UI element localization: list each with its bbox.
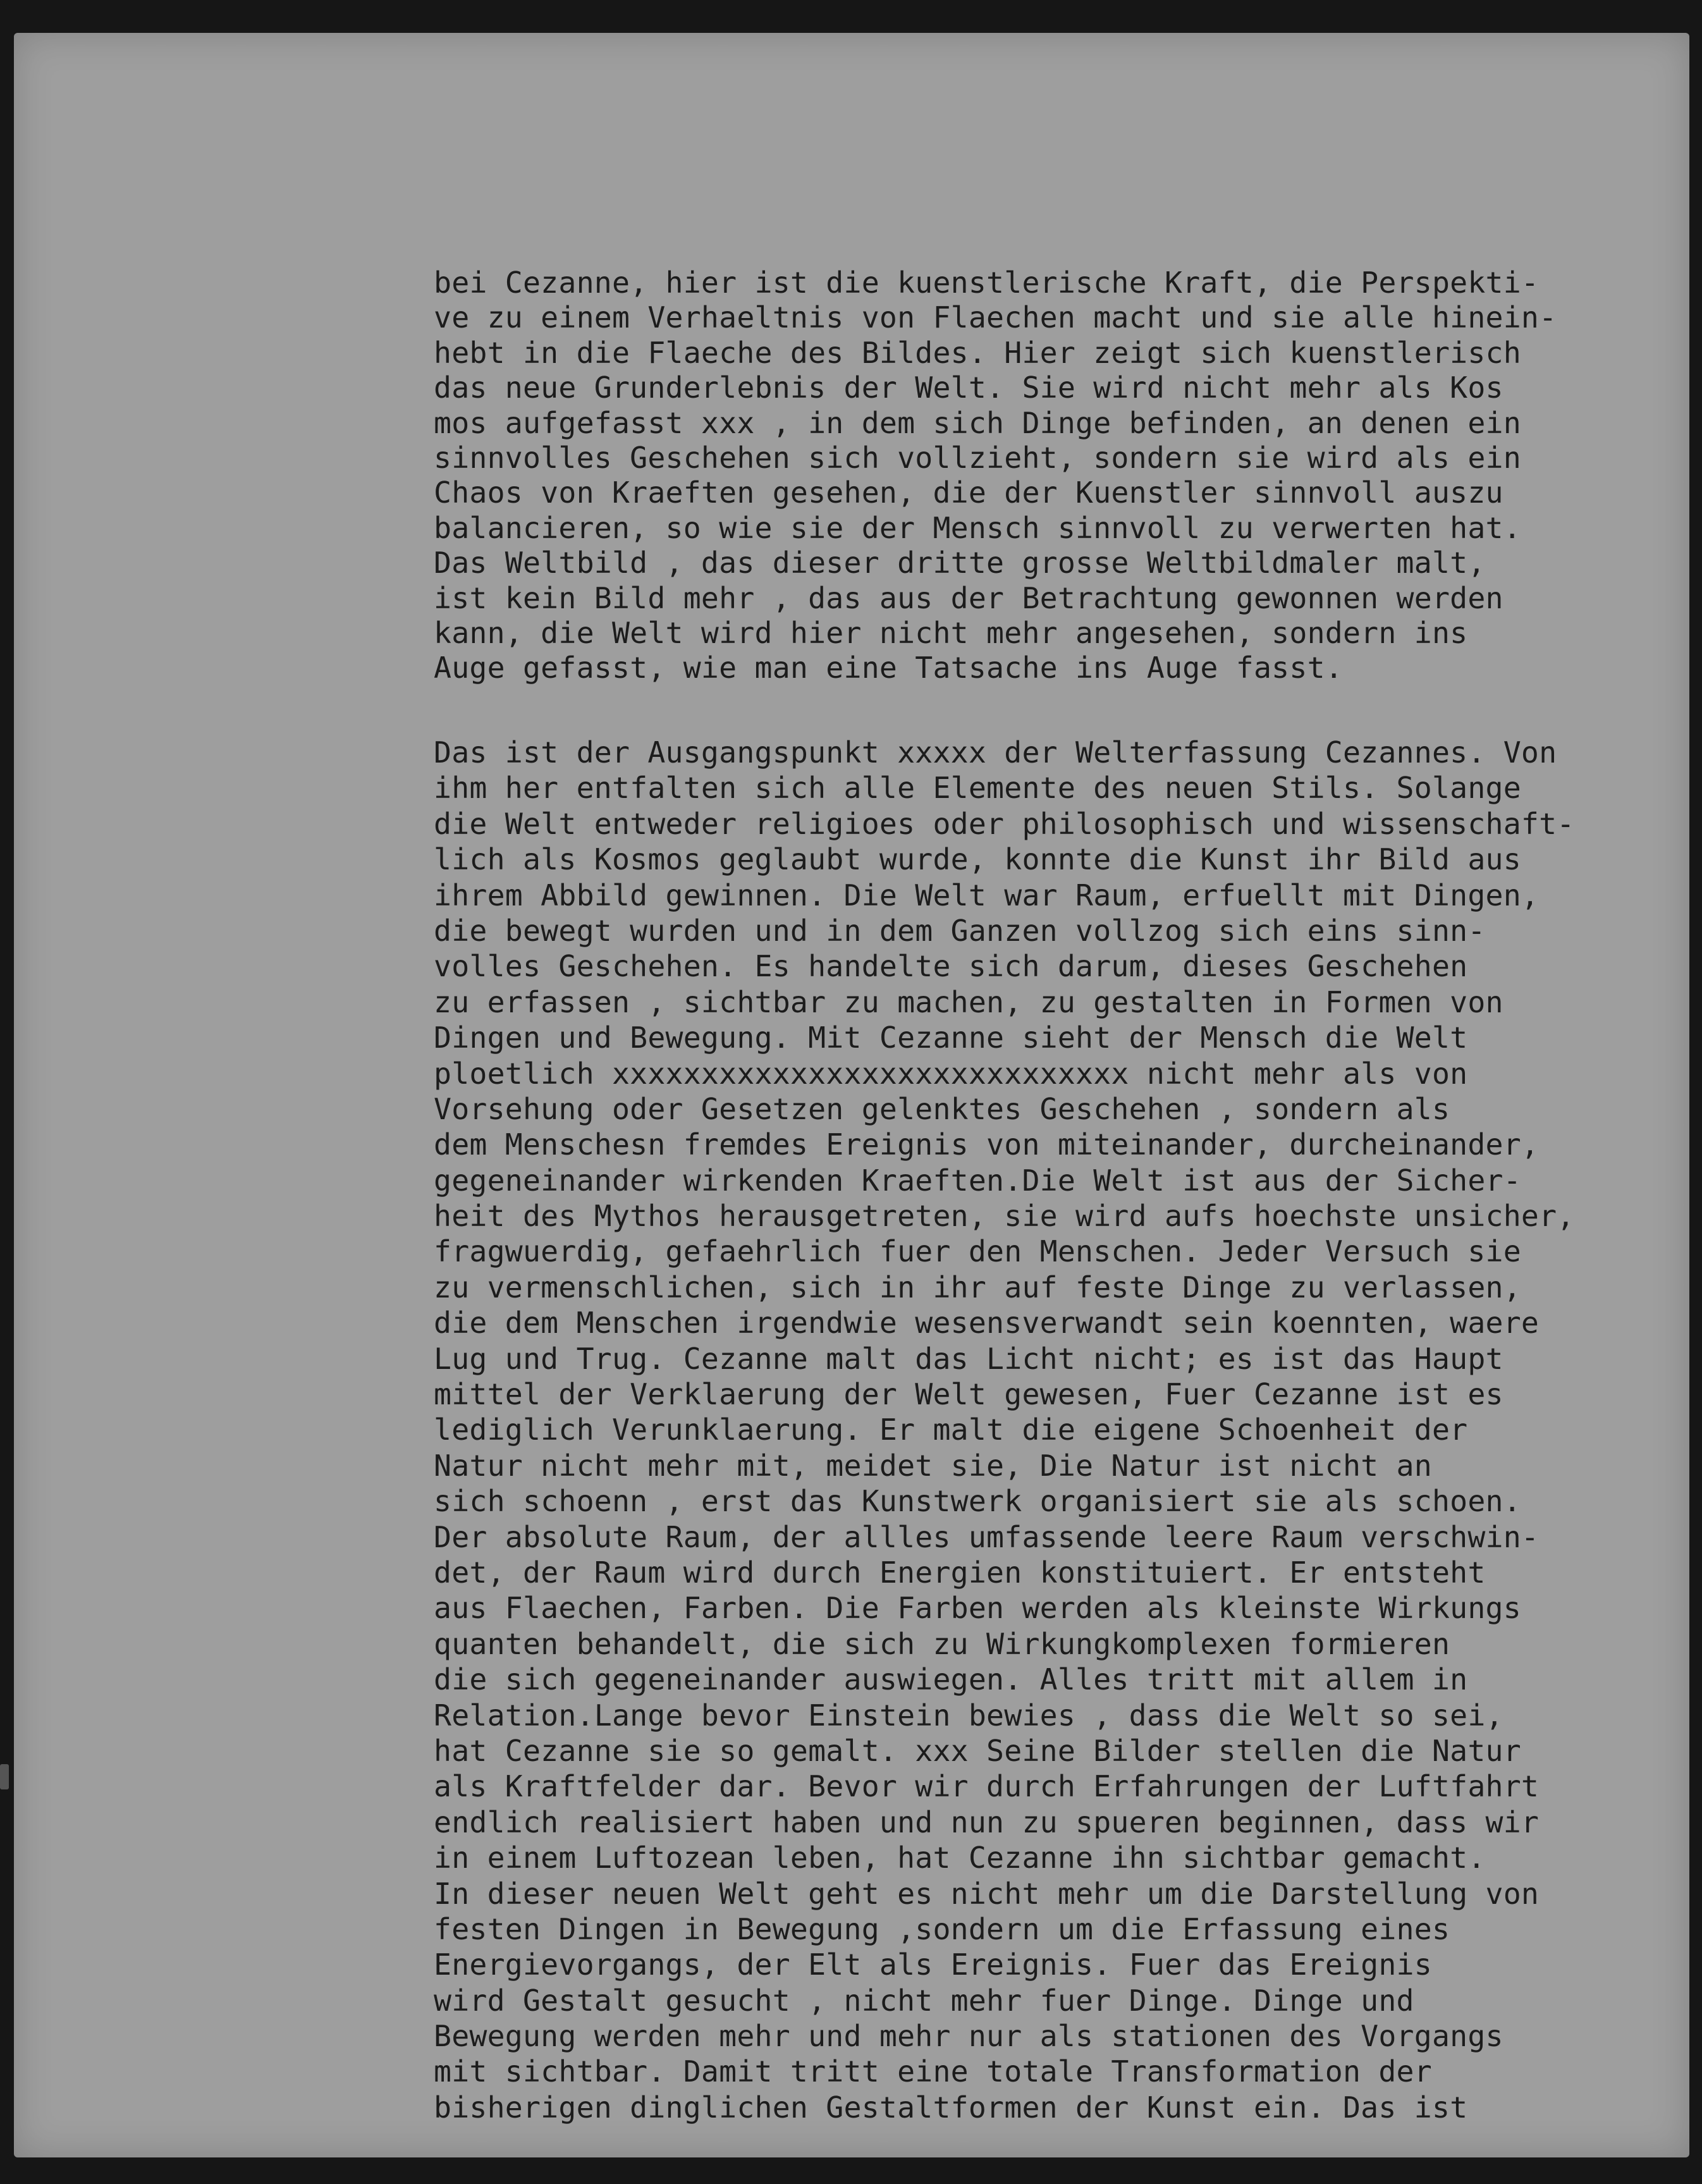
text-line: mit sichtbar. Damit tritt eine totale Transformation der xyxy=(434,2054,1432,2089)
text-line: in einem Luftozean leben, hat Cezanne ihn sichtbar gemacht. xyxy=(434,1841,1486,1875)
text-line: heit des Mythos herausgetreten, sie wird aufs hoechste unsicher, xyxy=(434,1199,1575,1234)
text-line: lich als Kosmos geglaubt wurde, konnte die Kunst ihr Bild aus xyxy=(434,842,1521,877)
text-line: mittel der Verklaerung der Welt gewesen, Fuer Cezanne ist es xyxy=(434,1377,1503,1412)
scan-edge-mark xyxy=(0,1764,9,1789)
text-line: festen Dingen in Bewegung ,sondern um die Erfassung eines xyxy=(434,1911,1450,1946)
text-line: ploetlich xxxxxxxxxxxxxxxxxxxxxxxxxxxxx nicht mehr als von xyxy=(434,1056,1468,1091)
text-line: Lug und Trug. Cezanne malt das Licht nicht; es ist das Haupt xyxy=(434,1341,1503,1376)
text-line: Chaos von Kraeften gesehen, die der Kuenstler sinnvoll auszu xyxy=(434,475,1503,510)
text-line: ist kein Bild mehr , das aus der Betrachtung gewonnen werden xyxy=(434,580,1503,615)
text-line: dem Menschesn fremdes Ereignis von miteinander, durcheinander, xyxy=(434,1127,1540,1162)
text-line: bisherigen dinglichen Gestaltformen der Kunst ein. Das ist xyxy=(434,2090,1468,2125)
paragraph-2 xyxy=(434,735,1654,2125)
text-line: die sich gegeneinander auswiegen. Alles tritt mit allem in xyxy=(434,1662,1468,1697)
text-line: zu vermenschlichen, sich in ihr auf feste Dinge zu verlassen, xyxy=(434,1270,1521,1304)
text-line: sinnvolles Geschehen sich vollzieht, sondern sie wird als ein xyxy=(434,440,1521,475)
text-line: ve zu einem Verhaeltnis von Flaechen macht und sie alle hinein- xyxy=(434,300,1557,335)
text-line: volles Geschehen. Es handelte sich darum, dieses Geschehen xyxy=(434,949,1468,984)
text-line: zu erfassen , sichtbar zu machen, zu gestalten in Formen von xyxy=(434,985,1503,1019)
text-line: quanten behandelt, die sich zu Wirkungkomplexen formieren xyxy=(434,1626,1450,1661)
text-line: In dieser neuen Welt geht es nicht mehr um die Darstellung von xyxy=(434,1876,1540,1911)
text-line: kann, die Welt wird hier nicht mehr angesehen, sondern ins xyxy=(434,615,1468,650)
text-line: Natur nicht mehr mit, meidet sie, Die Natur ist nicht an xyxy=(434,1448,1432,1483)
text-line: fragwuerdig, gefaehrlich fuer den Menschen. Jeder Versuch sie xyxy=(434,1234,1521,1269)
text-line: mos aufgefasst xxx , in dem sich Dinge befinden, an denen ein xyxy=(434,405,1521,440)
text-line: Auge gefasst, wie man eine Tatsache ins Auge fasst. xyxy=(434,651,1343,685)
text-line: die dem Menschen irgendwie wesensverwandt sein koennten, waere xyxy=(434,1306,1540,1340)
text-line: balancieren, so wie sie der Mensch sinnvoll zu verwerten hat. xyxy=(434,510,1521,545)
text-line: ihrem Abbild gewinnen. Die Welt war Raum, erfuellt mit Dingen, xyxy=(434,878,1540,912)
text-line: Der absolute Raum, der allles umfassende leere Raum verschwin- xyxy=(434,1519,1540,1554)
text-line: Energievorgangs, der Elt als Ereignis. Fuer das Ereignis xyxy=(434,1948,1432,1982)
paragraph-1 xyxy=(434,266,1654,686)
text-line: wird Gestalt gesucht , nicht mehr fuer Dinge. Dinge und xyxy=(434,1983,1414,2018)
text-line: als Kraftfelder dar. Bevor wir durch Erfahrungen der Luftfahrt xyxy=(434,1769,1540,1804)
text-line: lediglich Verunklaerung. Er malt die eigene Schoenheit der xyxy=(434,1413,1468,1447)
text-line: hebt in die Flaeche des Bildes. Hier zeigt sich kuenstlerisch xyxy=(434,335,1521,370)
text-line: Dingen und Bewegung. Mit Cezanne sieht der Mensch die Welt xyxy=(434,1021,1468,1055)
text-line: die bewegt wurden und in dem Ganzen vollzog sich eins sinn- xyxy=(434,913,1486,948)
text-line: bei Cezanne, hier ist die kuenstlerische Kraft, die Perspekti- xyxy=(434,266,1540,300)
text-line: endlich realisiert haben und nun zu spueren beginnen, dass wir xyxy=(434,1805,1540,1839)
text-line: ihm her entfalten sich alle Elemente des neuen Stils. Solange xyxy=(434,771,1521,806)
text-line: Vorsehung oder Gesetzen gelenktes Geschehen , sondern als xyxy=(434,1091,1450,1126)
text-line: Relation.Lange bevor Einstein bewies , dass die Welt so sei, xyxy=(434,1698,1503,1733)
text-line: die Welt entweder religioes oder philosophisch und wissenschaft- xyxy=(434,806,1575,841)
text-line: det, der Raum wird durch Energien konstituiert. Er entsteht xyxy=(434,1555,1486,1590)
text-line: aus Flaechen, Farben. Die Farben werden als kleinste Wirkungs xyxy=(434,1591,1521,1626)
text-line: Das Weltbild , das dieser dritte grosse Weltbildmaler malt, xyxy=(434,546,1486,580)
text-line: Das ist der Ausgangspunkt xxxxx der Welterfassung Cezannes. Von xyxy=(434,735,1557,770)
text-line: sich schoenn , erst das Kunstwerk organisiert sie als schoen. xyxy=(434,1484,1521,1519)
text-line: das neue Grunderlebnis der Welt. Sie wird nicht mehr als Kos xyxy=(434,371,1503,405)
text-line: gegeneinander wirkenden Kraeften.Die Welt ist aus der Sicher- xyxy=(434,1163,1521,1198)
text-line: hat Cezanne sie so gemalt. xxx Seine Bilder stellen die Natur xyxy=(434,1733,1521,1768)
text-line: Bewegung werden mehr und mehr nur als stationen des Vorgangs xyxy=(434,2019,1503,2054)
